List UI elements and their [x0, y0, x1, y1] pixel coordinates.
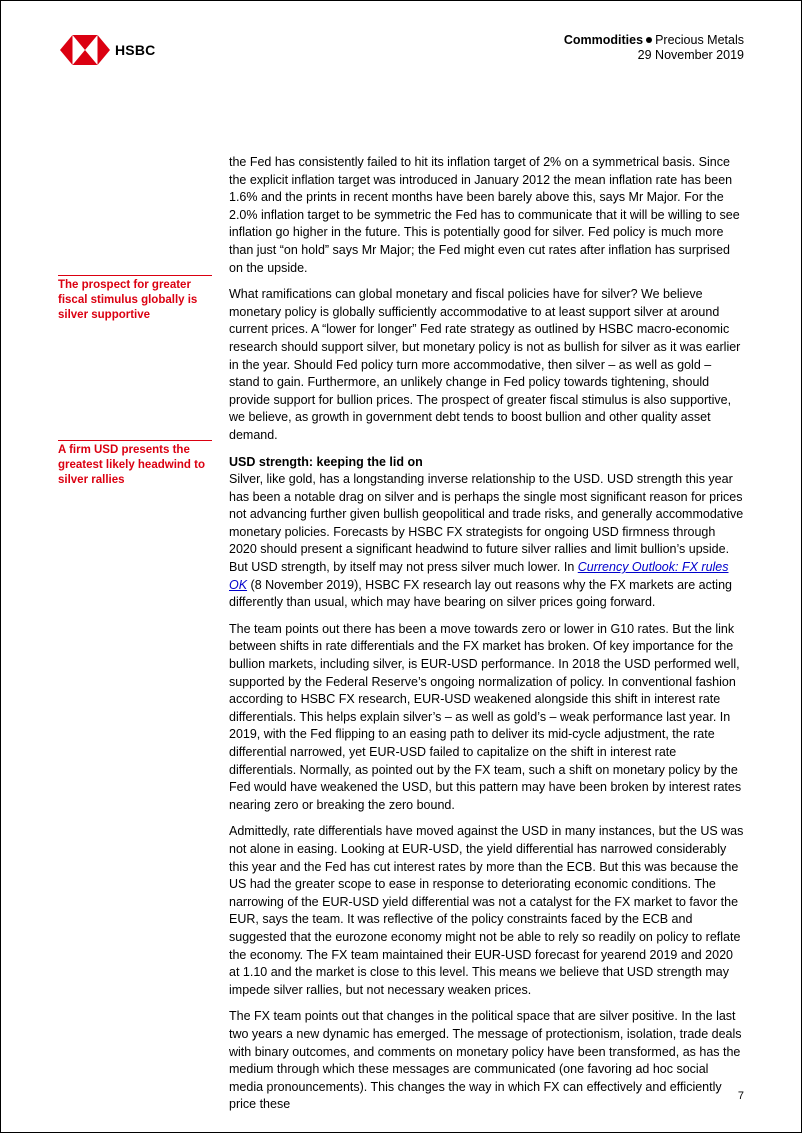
hsbc-logo	[60, 35, 155, 65]
sidebar-note-fiscal: The prospect for greater fiscal stimulus globally is silver supportive	[58, 275, 212, 323]
logo-text: HSBC	[115, 42, 156, 58]
paragraph: the Fed has consistently failed to hit its inflation target of 2% on a symmetrical basis. Since the explicit inflation target was introduced in January 2012 the mean inflation rate has been 1.6% and the prints in recent months have been barely above this, says Mr Major. For the 2.0% inflation target to be symmetric the Fed has to communicate that it will be willing to see inflation go higher in the future. This is potentially good for silver. Fed policy is much more than just “on hold” says Mr Major; the Fed might even cut rates after inflation has surprised on the upside.	[229, 155, 740, 275]
paragraph	[229, 471, 744, 612]
subsection-label: Precious Metals	[655, 33, 744, 47]
report-header	[564, 33, 744, 63]
report-date: 29 November 2019	[637, 48, 744, 62]
paragraph: The FX team points out that changes in the political space that are silver positive. In the last two years a new dynamic has emerged. The message of protectionism, isolation, trade deals with binary outcomes, and comments on monetary policy have been transformed, as has the medium through which these messages are communicated (one favoring ad hoc social media pronouncements). This changes the way in which FX can effectively and efficiently price these	[229, 1009, 742, 1112]
paragraph: What ramifications can global monetary and fiscal policies have for silver? We believe monetary policy is globally sufficiently accommodative to at least support silver at around current prices. A “lower for longer” Fed rate strategy as outlined by HSBC macro-economic research should support silver, but monetary policy is not as bullish for silver as it was earlier in the year. Should Fed policy turn more accommodative, then silver – as well as gold – stand to gain. Furthermore, an unlikely change in Fed policy towards tightening, should provide support for bullion prices. The prospect of greater fiscal stimulus is also supportive, we believe, as growth in government debt tends to boost bullion and other quality asset demand.	[229, 287, 741, 442]
sidebar-note-usd: A firm USD presents the greatest likely headwind to silver rallies	[58, 440, 212, 488]
currency-outlook-link[interactable]: Currency Outlook: FX rules OK	[229, 560, 729, 592]
bullet-icon	[646, 37, 652, 43]
section-heading: USD strength: keeping the lid on	[229, 454, 423, 469]
page-number: 7	[737, 1090, 744, 1102]
paragraph-text: (8 November 2019), HSBC FX research lay out reasons why the FX markets are acting differently than usual, which may have bearing on silver prices going forward.	[229, 577, 732, 610]
paragraph: The team points out there has been a move towards zero or lower in G10 rates. But the link between shifts in rate differentials and the FX market has broken. Of key importance for the bullion markets, including silver, is EUR-USD performance. In 2018 the USD performed well, supported by the Federal Reserve’s ongoing normalization of policy. In conventional fashion according to HSBC FX research, EUR-USD weakened alongside this shift in interest rate differentials. This helps explain silver’s – as well as gold’s – weak performance last year. In 2019, with the Fed flipping to an easing path to deliver its mid-cycle adjustment, the rate differential narrowed, yet EUR-USD failed to capitalize on the shift in interest rate differentials. Normally, as pointed out by the FX team, such a shift on monetary policy by the Fed would have weakened the USD, but this pattern may have been broken by interest rates nearing zero or breaking the zero bound.	[229, 621, 742, 812]
paragraph: Admittedly, rate differentials have moved against the USD in many instances, but the US was not alone in easing. Looking at EUR-USD, the yield differential has narrowed considerably this year and the Fed has cut interest rates by more than the ECB. But this was because the US had the greater scope to ease in response to deteriorating economic conditions. The narrowing of the EUR-USD yield differential was not a catalyst for the FX market to favor the EUR, says the team. It was reflective of the policy constraints faced by the ECB and suggested that the eurozone economy might not be able to rely so readily on policy to reflate the economy. The FX team maintained their EUR-USD forecast for yearend 2019 and 2020 at 1.10 and the market is close to this level. This means we believe that USD strength may impede silver rallies, but not necessary weaken prices.	[229, 824, 744, 997]
paragraph-text: Silver, like gold, has a longstanding inverse relationship to the USD. USD strength this year has been a notable drag on silver and is perhaps the single most significant reason for prices not advancing further given bullish geopolitical and trade risks, and generally accommodative monetary policies. Forecasts by HSBC FX strategists for ongoing USD firmness through 2020 should present a significant headwind to future silver rallies and limit bullion’s upside. But USD strength, by itself may not press silver much lower. In	[229, 472, 744, 575]
hsbc-hexagon-icon	[60, 35, 110, 65]
main-body	[229, 154, 744, 1123]
report-category	[564, 33, 744, 48]
section-label: Commodities	[563, 33, 644, 47]
